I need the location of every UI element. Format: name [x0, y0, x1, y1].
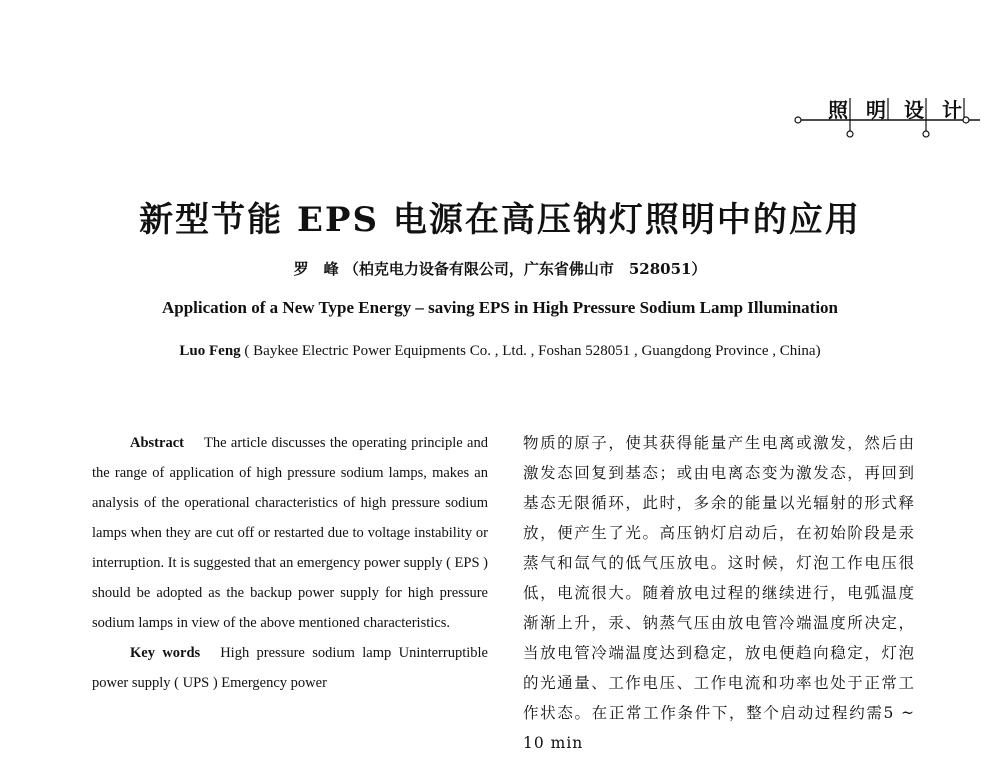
abstract-text: The article discusses the operating principle and the range of application of high pressure sodium lamps, makes an analysis of the operational characteristics of high pressure sodium lamps when they are cut off or restarted due to voltage instability or interruption. It is suggested that an emergency power supply ( EPS ) should be adopted as the backup power supply for high pressure sodium lamps in view of the above mentioned characteristics.	[92, 435, 488, 631]
section-char: 明	[866, 98, 888, 122]
author-name-cn: 罗 峰	[293, 260, 339, 278]
body-column	[523, 428, 915, 758]
section-header-tag	[790, 92, 1000, 140]
author-name-en: Luo Feng	[179, 343, 241, 359]
abstract-paragraph	[92, 428, 488, 638]
paper-title-en: Application of a New Type Energy – saving EPS in High Pressure Sodium Lamp Illumination	[161, 298, 838, 317]
abstract-label: Abstract	[130, 435, 184, 451]
body-paragraph: 物质的原子，使其获得能量产生电离或激发，然后由激发态回复到基态；或由电离态变为激发态，再回到基态无限循环，此时，多余的能量以光辐射的形式释放，便产生了光。高压钠灯启动后，在初始阶段是汞蒸气和氙气的低气压放电。这时候，灯泡工作电压很低，电流很大。随着放电过程的继续进行，电弧温度渐渐上升，汞、钠蒸气压由放电管冷端温度所决定，当放电管冷端温度达到稳定，放电便趋向稳定，灯泡的光通量、工作电压、工作电流和功率也处于正常工作状态。在正常工作条件下，整个启动过程约需5 ~ 10 min	[523, 434, 915, 752]
keywords-label: Key words	[130, 645, 201, 661]
section-char: 计	[942, 98, 964, 122]
author-affiliation-en: ( Baykee Electric Power Equipments Co. , Ltd. , Foshan 528051 , Guangdong Province , China)	[244, 343, 821, 359]
keywords-text: High pressure sodium lamp Uninterruptible power supply ( UPS ) Emergency power	[92, 645, 488, 691]
section-char: 照	[828, 98, 850, 122]
section-char: 设	[904, 98, 926, 122]
author-affiliation-cn: （柏克电力设备有限公司，广东省佛山市 528051）	[343, 260, 707, 278]
abstract-column	[92, 428, 488, 698]
paper-title-cn: 新型节能 EPS 电源在高压钠灯照明中的应用	[139, 200, 861, 240]
section-label	[820, 94, 972, 123]
author-line-cn	[0, 258, 1000, 279]
keywords-paragraph	[92, 638, 488, 698]
author-line-en	[0, 343, 1000, 360]
